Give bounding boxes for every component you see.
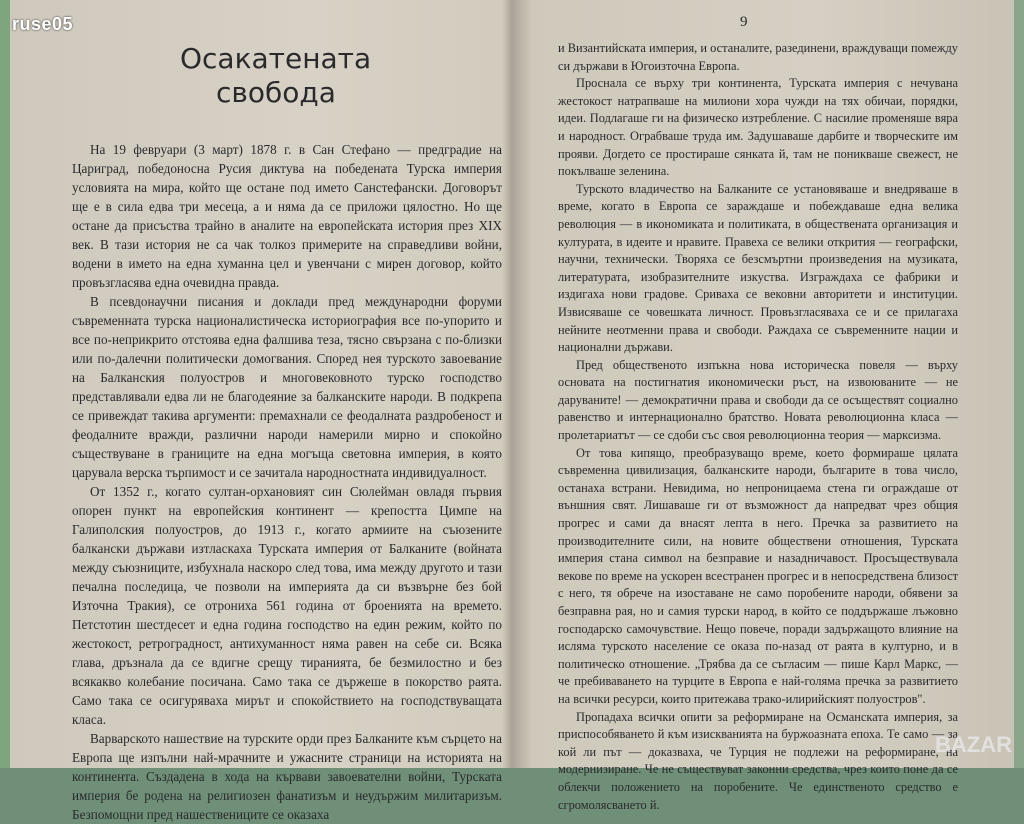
chapter-title xyxy=(180,42,410,110)
chapter-title-line-1: Осакатената xyxy=(180,42,372,75)
left-page-body xyxy=(72,140,502,824)
paragraph: На 19 февруари (3 март) 1878 г. в Сан Стефано — предградие на Цариград, победоносна Русия диктува на победената Турска империя условията на мира, който ще остане под името Санстефански. Договорът ще е в сила едва три месеца, а и няма да се приложи цялостно. Но ще остане да присъства трайно в аналите на европейската история през XIX век. В тази история не са чак толкоз примерите на справедливи войни, водени в името на една хуманна цел и увенчани с мирен договор, който провъзгласява една очевидна правда. xyxy=(72,142,502,290)
paragraph: Пропадаха всички опити за реформиране на Османската империя, за приспособяването й към изискванията на буржоазната епоха. Те само — за кой ли път — доказваха, че Турция не подлежи на реформиране, на модернизиране. Че не съществуват законни средства, чрез които поне да се облекчи положението на поробените. Че единственото средство е сгромолясването й. xyxy=(558,709,958,812)
watermark-logo: BAZAR xyxy=(935,732,1012,757)
paragraph: От това кипящо, преобразуващо време, което формираше цялата съвременна цивилизация, балканските народи, българите в това число, останаха встрани. Невидима, но непроницаема стена ги ограждаше от външния свят. Лишаваше ги от възможност да напредват чрез общия прогрес и сами да внасят лепта в него. Пречка за развитието на производителните сили, на новите обществени отношения, Турската империя стана символ на безправие и назадничавост. Просъществувала векове по време на ускорен всестранен прогрес и в непосредствена близост с него, тя обрече на изоставане не само поробените народи, обявени за безправна рая, но и самия турски народ, в който се поддържаше лъжовно господарско самочувствие. Нещо повече, поради задържащото влияние на ислямa турското население се оказа по-назад от раята в културно, и в политическо отношение. „Трябва да се съгласим — пише Карл Маркс, — че пребиваването на турците в Европа е най-голяма пречка за развитието на всички ресурси, които притежава трако-илирийският полуостров". xyxy=(558,445,958,706)
right-page-body xyxy=(558,40,958,814)
paragraph: Варварското нашествие на турските орди през Балканите към сърцето на Европа ще изпълни най-мрачните и ужасните страници на историята на континента. Създадена в хода на кървави завоевателни войни, Турската империя бе родена на религиозен фанатизъм и неудържим милитаризъм. Безпомощни пред нашествениците се оказаха xyxy=(72,731,502,822)
paragraph: В псевдонаучни писания и доклади пред международни форуми съвременната турска националистическа историография все по-упорито и все по-неприкрито отстоява една фалшива теза, тясно свързана с по-близки или по-далечни политически домогвания. Според нея турското завоевание на Балканския полуостров и многовековното турско господство представлявали едва ли не благодеяние за балканските народи. В подкрепа се привеждат такива аргументи: премахнали се феодалната раздробеност и феодалните вражди, различни народи намерили мирно и спокойно съществуване в границите на една могъща световна империя, в която царувала верска търпимост и се зачитала народностната индивидуалност. xyxy=(72,294,502,480)
paragraph: От 1352 г., когато султан-орхановият син Сюлейман овладя първия опорен пункт на европейския континент — крепостта Цимпе на Галиполския полуостров, до 1913 г., когато армиите на съюзените балкански държави изтласкаха Турската империя от Балканите (войната между съюзниците, избухнала наскоро след това, има между другото и тази печална последица, че позволи на империята да си възвърне без бой Източна Тракия), се отрониха 561 година от броенията на времето. Петстотин шестдесет и една година господство на един режим, който по жестокост, ретроградност, антихуманност няма равен на себе си. Всяка глава, дръзнала да се вдигне срещу тиранията, бе безмилостно и без всякакво колебание посичана. Само така се държеше в покорство раята. Само така се осигуряваха мирът и спокойствието на господствуващата класа. xyxy=(72,484,502,727)
book-spread xyxy=(10,0,1014,822)
page-number: 9 xyxy=(740,14,748,30)
left-page xyxy=(10,0,510,822)
paragraph: Турското владичество на Балканите се установяваше и внедряваше в време, когато в Европа се зараждаше и побеждаваше една велика революция — в икономиката и политиката, в обществената организация и културата, в идеите и нравите. Правеха се велики открития — географски, научни, технически. Творяха се безсмъртни произведения на музиката, литературата, изобразителните изкуства. Изграждаха се фабрики и издигаха нови градове. Сриваха се вековни авторитети и институции. Извисяваше се човешката личност. Провъзгласяваха се и се прилагаха нейните неотменни права и свободи. Раждаха се съвременните нации и национални държави. xyxy=(558,181,958,355)
right-page xyxy=(512,0,1014,812)
chapter-title-line-2: свобода xyxy=(216,76,336,109)
paragraph: Проснала се върху три континента, Турската империя с нечувана жестокост натрапваше на милиони хора чужди на тях обичаи, порядки, идеи. Подлагаше ги на физическо изтребление. С насилие променяше вяра и народност. Ограбваше труда им. Задушаваше дарбите и творческите им прояви. Догдето се простираше сянката й, там не поникваше свежест, не покълваше зеленина. xyxy=(558,76,958,179)
paragraph: Пред общественото изпъкна нова историческа повеля — върху основата на постигнатия икономически ръст, на извоюваните — не даруваните! — демократични права и свободи да се осъществят социално равенство и интернационално братство. Новата революционна класа — пролетариатът — се сдоби със своя революционна теория — марксизма. xyxy=(558,357,958,443)
paragraph: и Византийската империя, и останалите, разединени, враждуващи помежду си държави в Югоизточна Европа. xyxy=(558,41,958,73)
watermark-username: ruse05 xyxy=(12,14,74,34)
